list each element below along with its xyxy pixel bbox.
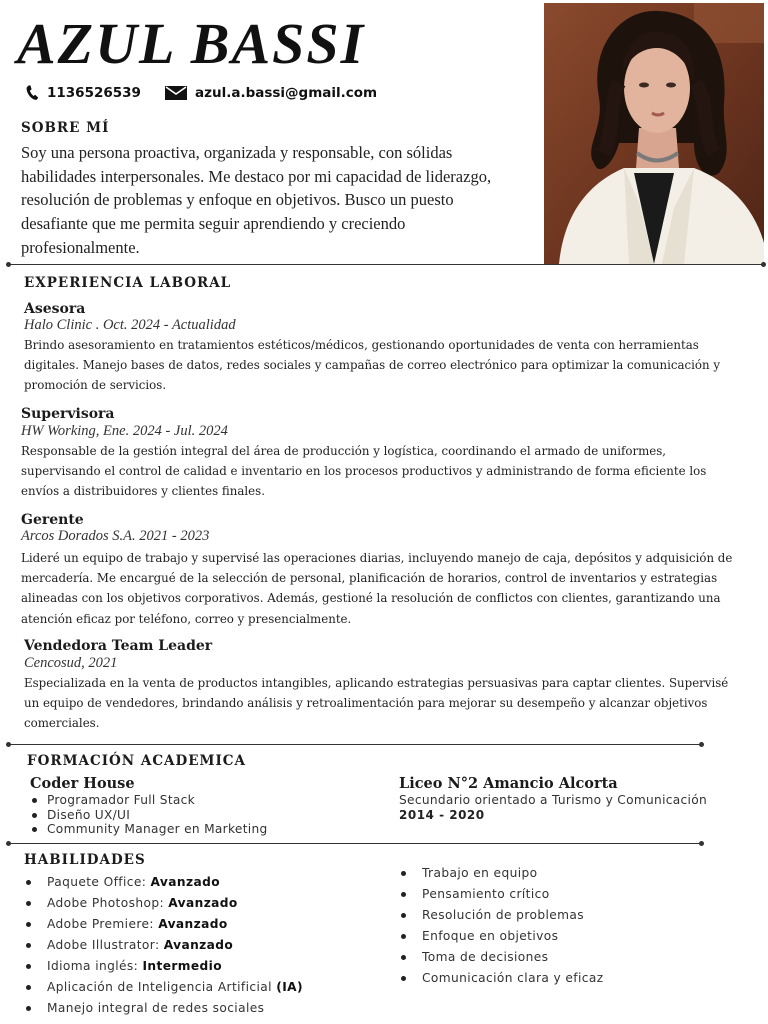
phone-number: 1136526539 (47, 85, 141, 101)
course-item: Programador Full Stack (30, 793, 268, 808)
skill-item: Toma de decisiones (397, 947, 604, 968)
skill-item: Adobe Illustrator: Avanzado (22, 935, 303, 956)
job-subtitle: HW Working, Ene. 2024 - Jul. 2024 (21, 423, 228, 439)
education-heading: FORMACIÓN ACADEMICA (27, 753, 247, 769)
job-description: Lideré un equipo de trabajo y supervisé las operaciones diarias, incluyendo manejo de caja, depósitos y adquisición de mercadería. Me encargué de la selección de personal, planificación de horarios, control de inventarios y estrategias alineadas con los objetivos corporativos. Además, gestioné la resolución de conflictos con clientes, garantizando una atención eficaz por teléfono, correo y presencialmente. (21, 551, 733, 626)
phone-contact[interactable] (25, 83, 141, 103)
email-contact[interactable] (165, 83, 377, 103)
skill-item: Trabajo en equipo (397, 863, 604, 884)
job-subtitle: Halo Clinic . Oct. 2024 - Actualidad (24, 317, 236, 333)
job-description: Especializada en la venta de productos intangibles, aplicando estrategias persuasivas para captar clientes. Supervisé un equipo de vendedores, brindando análisis y retroalimentación para mejorar su desempeño y alcanzar objetivos comerciales. (24, 676, 729, 731)
divider (8, 744, 702, 745)
skill-item: Adobe Premiere: Avanzado (22, 914, 303, 935)
job-title: Supervisora (21, 406, 115, 422)
phone-icon (25, 85, 39, 101)
email-address: azul.a.bassi@gmail.com (195, 85, 378, 101)
school-name: Coder House (30, 775, 135, 792)
skills-list-left (22, 872, 303, 1019)
job-title: Asesora (24, 301, 86, 317)
skill-item: Resolución de problemas (397, 905, 604, 926)
portrait-illustration (544, 3, 764, 264)
about-text: Soy una persona proactiva, organizada y responsable, con sólidas habilidades interpersonales. Me destaco por mi capacidad de liderazgo, resolución de problemas y enfoque en objetivos. Busco un puesto desafiante que me permita seguir aprendiendo y creciendo profesionalmente. (21, 143, 492, 257)
school-name: Liceo N°2 Amancio Alcorta (399, 775, 618, 792)
school-years: 2014 - 2020 (399, 808, 485, 822)
skill-item: Comunicación clara y eficaz (397, 968, 604, 989)
experience-heading: EXPERIENCIA LABORAL (24, 275, 232, 291)
skill-item: Pensamiento crítico (397, 884, 604, 905)
mail-icon (165, 86, 187, 100)
course-list (30, 793, 268, 837)
job-description: Brindo asesoramiento en tratamientos estéticos/médicos, gestionando oportunidades de venta con herramientas digitales. Manejo bases de datos, redes sociales y campañas de correo electrónico para optimizar la comunicación y promoción de servicios. (24, 338, 721, 393)
course-item: Community Manager en Marketing (30, 822, 268, 837)
candidate-name: AZUL BASSI (17, 11, 366, 76)
course-item: Diseño UX/UI (30, 808, 268, 823)
job-description: Responsable de la gestión integral del área de producción y logística, coordinando el armado de uniformes, supervisando el control de calidad e inventario en los procesos productivos y administrando de forma eficiente los envíos a distribuidores y clientes finales. (21, 444, 707, 499)
school-program: Secundario orientado a Turismo y Comunicación (399, 793, 708, 807)
divider (8, 843, 702, 844)
about-heading: SOBRE MÍ (21, 120, 110, 136)
job-subtitle: Cencosud, 2021 (24, 655, 118, 671)
skill-item: Enfoque en objetivos (397, 926, 604, 947)
divider (8, 264, 764, 265)
skills-heading: HABILIDADES (24, 852, 146, 868)
skill-item: Paquete Office: Avanzado (22, 872, 303, 893)
job-subtitle: Arcos Dorados S.A. 2021 - 2023 (21, 528, 210, 544)
skill-item: Idioma inglés: Intermedio (22, 956, 303, 977)
skill-item: Manejo integral de redes sociales (22, 998, 303, 1019)
skill-item: Adobe Photoshop: Avanzado (22, 893, 303, 914)
job-title: Vendedora Team Leader (24, 638, 213, 654)
skills-list-right (397, 863, 604, 989)
job-title: Gerente (21, 512, 84, 528)
skill-item: Aplicación de Inteligencia Artificial (IA) (22, 977, 303, 998)
profile-photo (544, 3, 764, 264)
